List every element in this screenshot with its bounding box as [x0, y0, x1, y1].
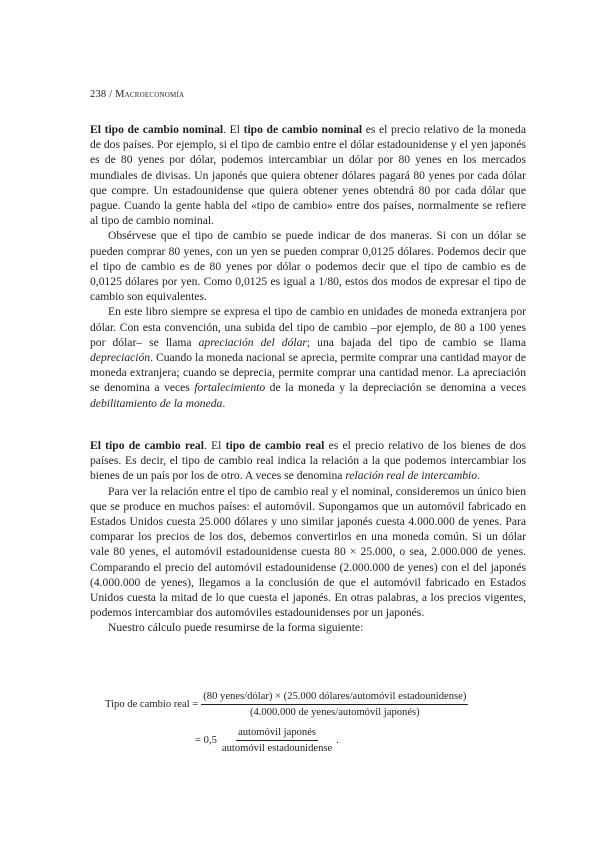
fraction: [201, 690, 468, 719]
bold-term: tipo de cambio nominal: [243, 123, 363, 136]
italic-term: relación real de intercambio: [345, 469, 478, 483]
paragraph: En este libro siempre se expresa el tipo de cambio en unidades de moneda extranjera por dólar. Con esta convención, una subida del tipo de cambio –por ejemplo, de 80 a 100 yenes por dólar– se llama apreciación del dólar; una bajada del tipo de cambio se llama depreciación. Cuando la moneda nacional se aprecia, permite comprar una cantidad mayor de moneda extranjera; cuando se deprecia, permite comprar una cantidad menor. La apreciación se denomina a veces fortalecimiento de la moneda y la depreciación se denomina a veces debilitamiento de la moneda.: [90, 305, 527, 410]
formula-result: = 0,5: [195, 735, 217, 746]
fraction: [220, 726, 334, 755]
paragraph: Obsérvese que el tipo de cambio se puede indicar de dos maneras. Si con un dólar se pueden comprar 80 yenes, con un yen se pueden comprar 0,0125 dólares. Podemos decir que el tipo de cambio es de 80 yenes por dólar o podemos decir que el tipo de cambio es de 0,0125 dólares por yen. Como 0,0125 es igual a 1/80, estos dos modos de expresar el tipo de cambio son equivalentes.: [90, 229, 526, 304]
book-title: Macroeconomía: [115, 89, 185, 100]
fraction-numerator: (80 yenes/dólar) × (25.000 dólares/automóvil estadounidense): [201, 690, 468, 705]
fraction-denominator: automóvil estadounidense: [221, 743, 333, 754]
formula-period: .: [336, 735, 339, 746]
italic-term: apreciación del dólar: [198, 335, 307, 349]
paragraph: El tipo de cambio nominal. El tipo de cambio nominal es el precio relativo de la moneda de dos países. Por ejemplo, si el tipo de cambio entre el dólar estadounidense y el yen japonés es de 80 yenes por dólar, podemos intercambiar un dólar por 80 yenes en los mercados mundiales de divisas. Un japonés que quiera obtener dólares pagará 80 yenes por cada dólar que compre. Un estadounidense que quiera obtener yenes obtendrá 80 por cada dólar que pague. Cuando la gente habla del «tipo de cambio» entre dos países, normalmente se refiere al tipo de cambio nominal.: [90, 123, 526, 228]
section-heading: El tipo de cambio nominal: [90, 123, 224, 136]
running-header: [90, 89, 184, 100]
section-nominal-exchange-rate: [90, 122, 526, 411]
fraction-numerator: automóvil japonés: [236, 726, 318, 741]
section-real-exchange-rate: [90, 438, 526, 636]
formula-line-2: [195, 726, 375, 755]
italic-term: depreciación: [90, 351, 151, 365]
paragraph: Para ver la relación entre el tipo de cambio real y el nominal, consideremos un único bien que se produce en muchos países: el automóvil. Supongamos que un automóvil fabricado en Estados Unidos cuesta 25.000 dólares y uno similar japonés cuesta 4.000.000 de yenes. Para comparar los precios de los dos, debemos convertirlos en una moneda común. Si un dólar vale 80 yenes, el automóvil estadounidense cuesta 80 × 25.000, o sea, 2.000.000 de yenes. Comparando el precio del automóvil estadounidense (2.000.000 de yenes) con el del japonés (4.000.000 de yenes), llegamos a la conclusión de que el automóvil fabricado en Estados Unidos cuesta la mitad de lo que cuesta el japonés. En otras palabras, a los precios vigentes, podemos intercambiar dos automóviles estadounidenses por un japonés.: [90, 484, 526, 620]
fraction-denominator: (4.000.000 de yenes/automóvil japonés): [249, 707, 420, 718]
formula-line-1: [105, 690, 525, 719]
italic-term: debilitamiento de la moneda: [90, 396, 223, 410]
header-separator: /: [109, 89, 113, 100]
page-number: 238: [90, 89, 107, 100]
italic-term: fortalecimiento: [194, 381, 266, 395]
section-heading: El tipo de cambio real: [90, 439, 204, 452]
paragraph: El tipo de cambio real. El tipo de cambio real es el precio relativo de los bienes de dos países. Es decir, el tipo de cambio real indica la relación a la que podemos intercambiar los bienes de un país por los de otro. A veces se denomina relación real de intercambio.: [90, 439, 526, 483]
formula-lhs: Tipo de cambio real =: [105, 699, 199, 710]
bold-term: tipo de cambio real: [225, 439, 325, 452]
paragraph: Nuestro cálculo puede resumirse de la forma siguiente:: [108, 621, 364, 635]
